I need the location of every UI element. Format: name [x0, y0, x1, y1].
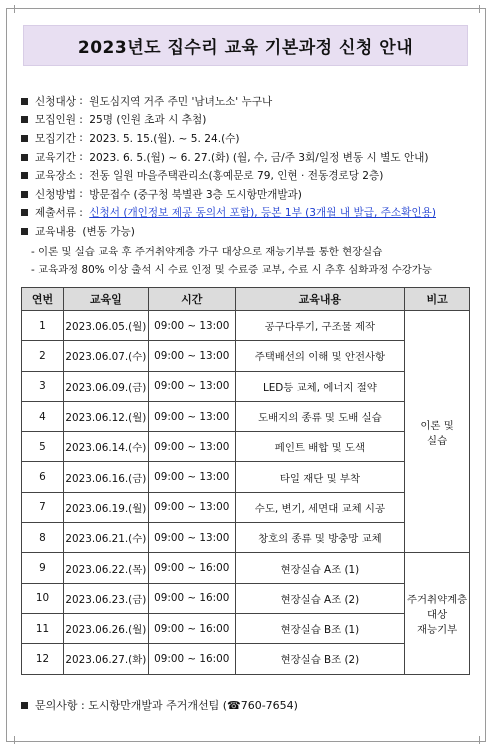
cell-content: 페인트 배합 및 도색 — [235, 432, 405, 462]
table-row — [22, 523, 470, 553]
cell-date: 2023.06.19.(월) — [63, 492, 148, 522]
cell-time: 09:00 ~ 16:00 — [148, 583, 235, 613]
square-bullet-icon — [21, 172, 28, 179]
note-practice: - 이론 및 실습 교육 후 주거취약계층 가구 대상으로 재능기부를 통한 현장실습 — [31, 245, 383, 258]
cell-date: 2023.06.27.(화) — [63, 644, 148, 674]
cell-content: 현장실습 A조 (2) — [235, 583, 405, 613]
cell-content: 타일 재단 및 부착 — [235, 462, 405, 492]
corner-mark — [6, 736, 15, 744]
cell-date: 2023.06.14.(수) — [63, 432, 148, 462]
cell-date: 2023.06.22.(목) — [63, 553, 148, 583]
square-bullet-icon — [21, 228, 28, 235]
cell-content: 창호의 종류 및 방충망 교체 — [235, 523, 405, 553]
col-header-content: 교육내용 — [235, 288, 405, 311]
cell-no: 3 — [22, 371, 64, 401]
cell-date: 2023.06.05.(월) — [63, 311, 148, 341]
cell-no: 7 — [22, 492, 64, 522]
cell-no: 2 — [22, 341, 64, 371]
cell-date: 2023.06.16.(금) — [63, 462, 148, 492]
table-row — [22, 644, 470, 674]
square-bullet-icon — [21, 209, 28, 216]
info-item-documents: 제출서류 : 신청서 (개인정보 제공 동의서 포함), 등본 1부 (3개월 내 발급, 주소확인용) — [21, 204, 481, 223]
cell-time: 09:00 ~ 13:00 — [148, 311, 235, 341]
cell-no: 5 — [22, 432, 64, 462]
table-row — [22, 613, 470, 643]
cell-time: 09:00 ~ 13:00 — [148, 371, 235, 401]
cell-date: 2023.06.09.(금) — [63, 371, 148, 401]
cell-date: 2023.06.07.(수) — [63, 341, 148, 371]
square-bullet-icon — [21, 116, 28, 123]
table-row — [22, 492, 470, 522]
table-row — [22, 462, 470, 492]
corner-mark — [479, 736, 488, 744]
cell-remark-theory: 이론 및 실습 — [405, 311, 470, 553]
cell-no: 8 — [22, 523, 64, 553]
table-row — [22, 311, 470, 341]
col-header-time: 시간 — [148, 288, 235, 311]
cell-time: 09:00 ~ 13:00 — [148, 341, 235, 371]
info-list — [21, 92, 481, 278]
table-row — [22, 583, 470, 613]
cell-date: 2023.06.12.(월) — [63, 401, 148, 431]
cell-time: 09:00 ~ 13:00 — [148, 523, 235, 553]
cell-date: 2023.06.23.(금) — [63, 583, 148, 613]
info-item-method: 신청방법 : 방문접수 (중구청 북별관 3층 도시항만개발과) — [21, 185, 481, 204]
square-bullet-icon — [21, 135, 28, 142]
schedule-table — [21, 287, 470, 675]
cell-content: 수도, 변기, 세면대 교체 시공 — [235, 492, 405, 522]
square-bullet-icon — [21, 98, 28, 105]
cell-content: 주택배선의 이해 및 안전사항 — [235, 341, 405, 371]
cell-no: 10 — [22, 583, 64, 613]
cell-content: 현장실습 B조 (1) — [235, 613, 405, 643]
corner-mark — [6, 5, 15, 13]
cell-time: 09:00 ~ 13:00 — [148, 401, 235, 431]
document-title: 2023년도 집수리 교육 기본과정 신청 안내 — [23, 25, 468, 66]
note-completion: - 교육과정 80% 이상 출석 시 수료 인정 및 수료증 교부, 수료 시 추후 심화과정 수강가능 — [31, 264, 432, 277]
table-row — [22, 371, 470, 401]
info-item-location: 교육장소 : 전동 일원 마을주택관리소(홍예문로 79, 인현 · 전동경로당 2층) — [21, 166, 481, 185]
cell-content: 현장실습 B조 (2) — [235, 644, 405, 674]
cell-no: 6 — [22, 462, 64, 492]
cell-no: 11 — [22, 613, 64, 643]
table-row — [22, 553, 470, 583]
cell-no: 4 — [22, 401, 64, 431]
contact-info: 문의사항 : 도시항만개발과 주거개선팀 (☎760-7654) — [21, 697, 298, 713]
cell-content: 공구다루기, 구조물 제작 — [235, 311, 405, 341]
info-item-content: 교육내용 (변동 가능) — [21, 222, 481, 241]
col-header-no: 연번 — [22, 288, 64, 311]
cell-remark-field: 주거취약계층 대상 재능기부 — [405, 553, 470, 674]
cell-time: 09:00 ~ 13:00 — [148, 492, 235, 522]
square-bullet-icon — [21, 191, 28, 198]
col-header-remark: 비고 — [405, 288, 470, 311]
cell-time: 09:00 ~ 13:00 — [148, 432, 235, 462]
info-item-target: 신청대상 : 원도심지역 거주 주민 '남녀노소' 누구나 — [21, 92, 481, 111]
cell-date: 2023.06.26.(월) — [63, 613, 148, 643]
table-header-row — [22, 288, 470, 311]
table-row — [22, 432, 470, 462]
cell-no: 9 — [22, 553, 64, 583]
info-item-capacity: 모집인원 : 25명 (인원 초과 시 추첨) — [21, 111, 481, 130]
corner-mark — [479, 5, 488, 13]
info-item-edu-period: 교육기간 : 2023. 6. 5.(월) ~ 6. 27.(화) (월, 수, 금/주 3회/일정 변동 시 별도 안내) — [21, 148, 481, 167]
cell-content: 도배지의 종류 및 도배 실습 — [235, 401, 405, 431]
table-row — [22, 341, 470, 371]
cell-time: 09:00 ~ 13:00 — [148, 462, 235, 492]
cell-no: 12 — [22, 644, 64, 674]
square-bullet-icon — [21, 702, 28, 709]
info-item-recruit-period: 모집기간 : 2023. 5. 15.(월). ~ 5. 24.(수) — [21, 129, 481, 148]
cell-content: LED등 교체, 에너지 절약 — [235, 371, 405, 401]
cell-content: 현장실습 A조 (1) — [235, 553, 405, 583]
square-bullet-icon — [21, 154, 28, 161]
table-row — [22, 401, 470, 431]
cell-date: 2023.06.21.(수) — [63, 523, 148, 553]
cell-no: 1 — [22, 311, 64, 341]
col-header-date: 교육일 — [63, 288, 148, 311]
cell-time: 09:00 ~ 16:00 — [148, 553, 235, 583]
cell-time: 09:00 ~ 16:00 — [148, 644, 235, 674]
cell-time: 09:00 ~ 16:00 — [148, 613, 235, 643]
